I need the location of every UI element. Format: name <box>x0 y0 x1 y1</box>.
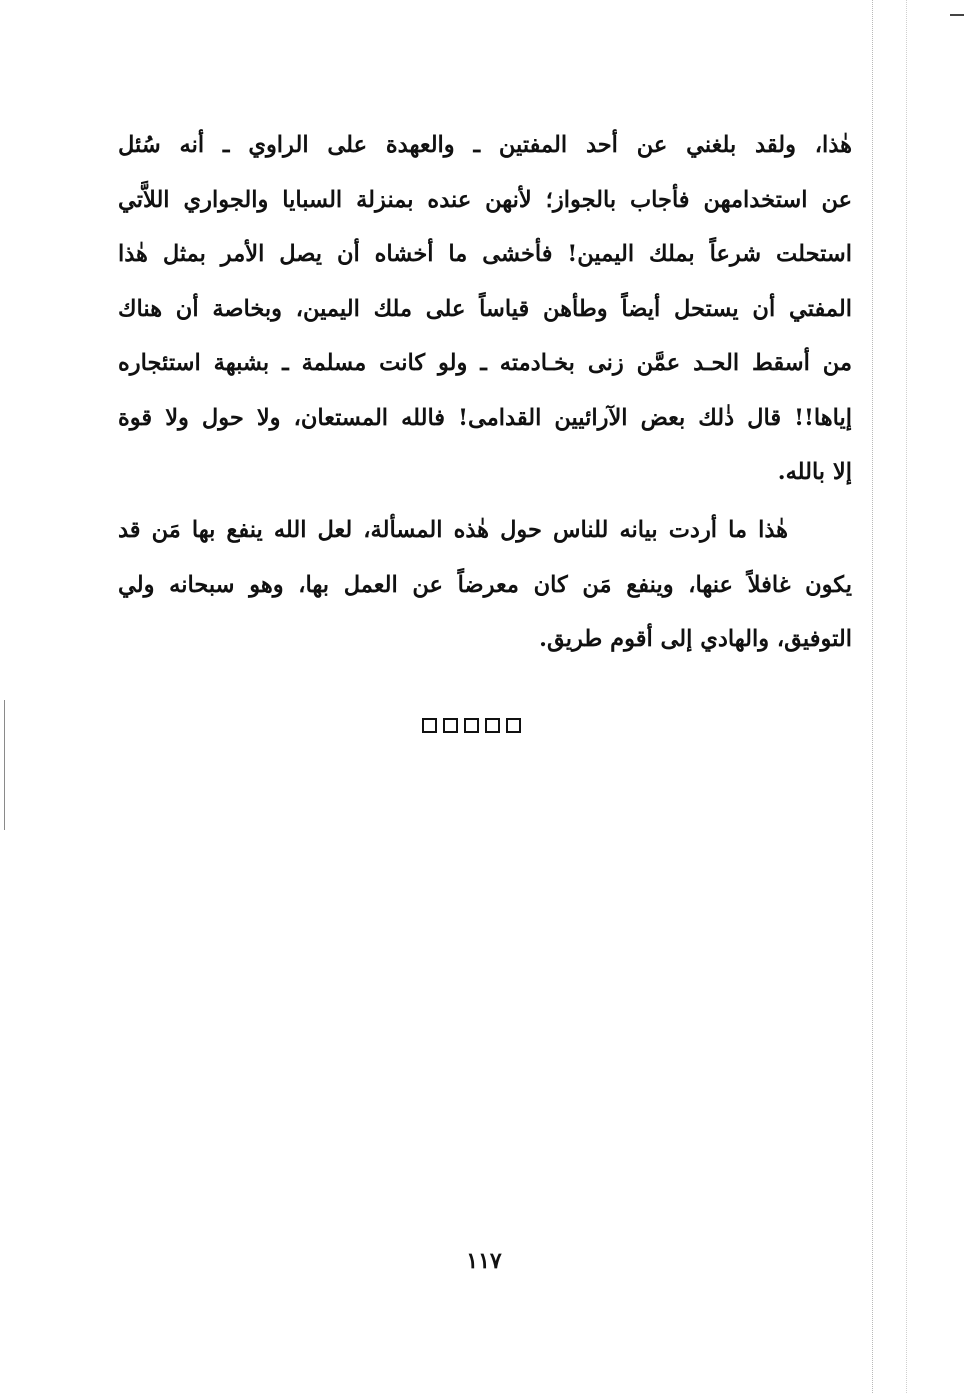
paragraph-2 <box>118 503 852 667</box>
separator-square-icon <box>485 718 500 733</box>
text-line: استحلت شرعاً بملك اليمين! فأخشى ما أخشاه أن يصل الأمر بمثل هٰذا <box>118 241 852 267</box>
section-separator <box>422 718 521 736</box>
text-line: التوفيق، والهادي إلى أقوم طريق. <box>539 626 852 652</box>
text-line: عن استخدامهن فأجاب بالجواز؛ لأنهن عنده بمنزلة السبايا والجواري اللاَّتي <box>118 186 852 213</box>
text-line: إياها!! قال ذٰلك بعض الآرائيين القدامى! فالله المستعان، ولا حول ولا قوة <box>118 404 852 431</box>
page-number: ١١٧ <box>466 1248 502 1274</box>
paragraph-1 <box>118 118 852 500</box>
scan-edge-line <box>4 700 5 830</box>
scan-edge-mark <box>950 14 964 16</box>
separator-square-icon <box>506 718 521 733</box>
text-line: من أسقط الحـد عمَّن زنى بخـادمته ـ ولو كانت مسلمة ـ بشبهة استئجاره <box>118 350 852 376</box>
text-line: إلا بالله. <box>777 459 852 485</box>
separator-square-icon <box>464 718 479 733</box>
text-line: هٰذا، ولقد بلغني عن أحد المفتين ـ والعهدة على الراوي ـ أنه سُئل <box>118 132 852 158</box>
scan-edge-dotted-line-outer <box>906 0 907 1393</box>
separator-square-icon <box>422 718 437 733</box>
text-line: يكون غافلاً عنها، وينفع مَن كان معرضاً عن العمل بها، وهو سبحانه ولي <box>118 571 852 598</box>
scan-edge-dotted-line <box>872 0 873 1393</box>
text-line: هٰذا ما أردت بيانه للناس حول هٰذه المسألة، لعل الله ينفع بها مَن قد <box>118 517 788 543</box>
text-line: المفتي أن يستحل أيضاً وطأهن قياساً على ملك اليمين، وبخاصة أن هناك <box>118 295 852 322</box>
separator-square-icon <box>443 718 458 733</box>
